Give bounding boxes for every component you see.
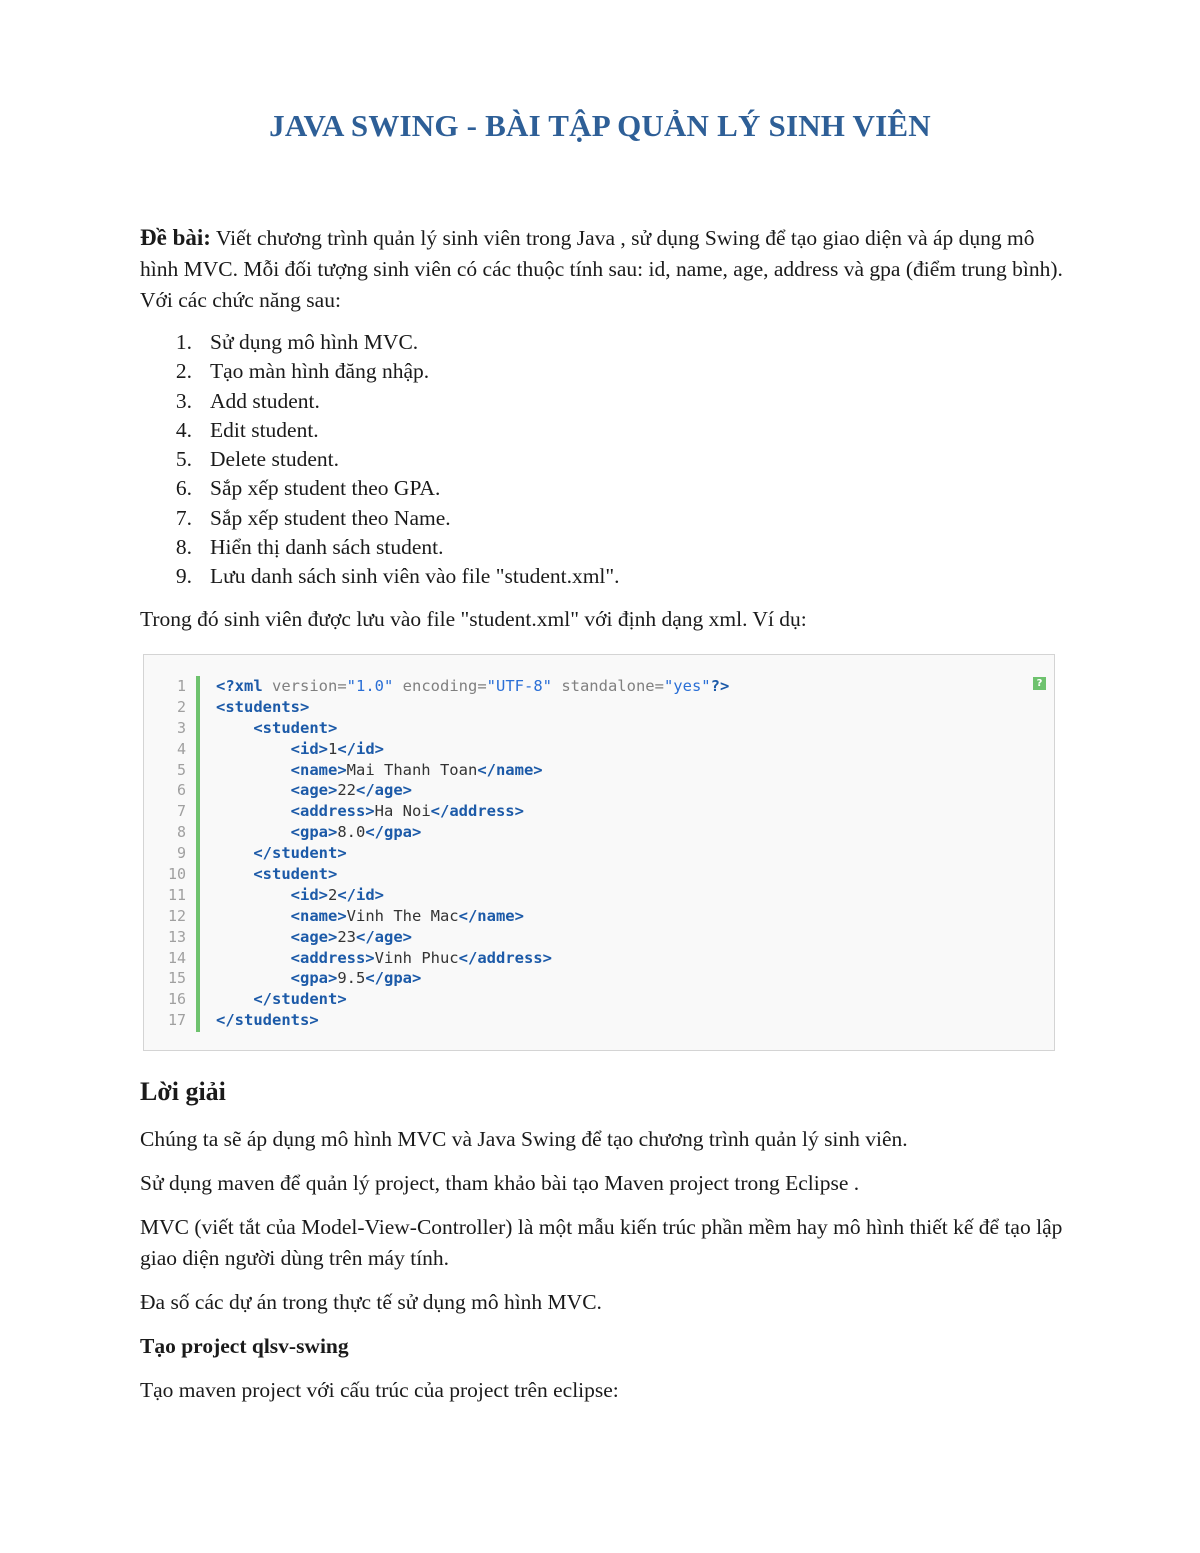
list-item: [140, 562, 1065, 591]
code-token: <student>: [253, 865, 338, 884]
line-number: 6: [176, 781, 186, 800]
code-line: [216, 864, 729, 885]
code-token: </address>: [430, 802, 524, 821]
create-project-heading: Tạo project qlsv-swing: [140, 1334, 349, 1358]
line-number: 5: [176, 760, 186, 779]
problem-label: Đề bài:: [140, 225, 211, 250]
code-token: [216, 969, 291, 987]
list-item-number: 6.: [175, 476, 192, 501]
code-token: <address>: [290, 802, 375, 821]
code-token: <?xml: [216, 677, 272, 695]
code-line: [216, 822, 729, 843]
solution-paragraph-1: Chúng ta sẽ áp dụng mô hình MVC và Java Swing để tạo chương trình quản lý sinh viên.: [140, 1127, 908, 1151]
code-line: [216, 718, 729, 739]
solution-paragraph-3: MVC (viết tắt của Model-View-Controller) là một mẫu kiến trúc phần mềm hay mô hình thiết kế để tạo lập giao diện người dùng trên máy tính.: [140, 1215, 1063, 1270]
code-token: <id>: [290, 739, 328, 758]
code-line: [216, 780, 729, 801]
code-line: [216, 676, 729, 697]
list-item: [140, 533, 1065, 562]
code-token: [216, 740, 291, 758]
line-number: 16: [167, 990, 186, 1009]
code-line: [216, 801, 729, 822]
list-item: [140, 416, 1065, 445]
list-item-text: Delete student.: [210, 447, 339, 472]
code-token: [216, 865, 253, 883]
code-line: [216, 927, 729, 948]
code-token: <address>: [290, 948, 375, 967]
list-item-text: Sử dụng mô hình MVC.: [210, 330, 419, 354]
list-item-text: Edit student.: [210, 417, 319, 442]
list-item-number: 9.: [175, 564, 192, 589]
code-token: <students>: [216, 697, 310, 716]
code-lines: [216, 676, 729, 1031]
problem-text: Viết chương trình quản lý sinh viên trong Java , sử dụng Swing để tạo giao diện và áp dụng mô hình MVC. Mỗi đối tượng sinh viên có các thuộc tính sau: id, name, age, address và gpa (điểm trung bình). Với các chức năng sau:: [140, 226, 1063, 312]
code-token: ?>: [710, 677, 730, 695]
line-number: 12: [167, 906, 186, 925]
list-item-number: 2.: [175, 359, 192, 384]
code-token: [216, 907, 291, 925]
list-item-text: Tạo màn hình đăng nhập.: [210, 359, 430, 384]
code-token: </id>: [337, 739, 384, 758]
code-token: version=: [272, 677, 347, 695]
code-token: <student>: [253, 718, 338, 737]
code-token: <id>: [290, 885, 328, 904]
list-item: [140, 474, 1065, 503]
code-token: Mai Thanh Toan: [346, 760, 478, 779]
code-token: Vinh The Mac: [346, 906, 459, 925]
line-number: 1: [176, 677, 186, 695]
code-token: </age>: [356, 781, 412, 800]
code-line: [216, 760, 729, 781]
code-line: [216, 739, 729, 760]
line-number: 17: [167, 1011, 186, 1030]
copy-code-icon[interactable]: ?: [1033, 677, 1046, 690]
line-number: 7: [176, 802, 186, 821]
code-token: </name>: [477, 760, 543, 779]
code-token: Ha Noi: [374, 802, 431, 821]
code-line: [216, 948, 729, 969]
code-token: [216, 886, 291, 904]
code-line: [216, 885, 729, 906]
code-line: [216, 1010, 729, 1031]
code-token: [216, 990, 253, 1008]
solution-paragraph-2: Sử dụng maven để quản lý project, tham khảo bài tạo Maven project trong Eclipse .: [140, 1171, 860, 1195]
code-token: </name>: [458, 906, 524, 925]
list-item: [140, 328, 1065, 357]
code-token: </student>: [253, 990, 347, 1009]
list-item-text: Sắp xếp student theo GPA.: [210, 476, 441, 501]
code-token: <name>: [290, 760, 347, 779]
list-item: [140, 504, 1065, 533]
code-token: </age>: [356, 927, 412, 946]
code-line: [216, 843, 729, 864]
solution-paragraph-5: Tạo maven project với cấu trúc của project trên eclipse:: [140, 1378, 619, 1402]
code-token: </gpa>: [365, 969, 422, 988]
code-token: [216, 844, 253, 862]
line-number: 4: [176, 739, 186, 758]
example-intro: Trong đó sinh viên được lưu vào file "student.xml" với định dạng xml. Ví dụ:: [140, 606, 807, 631]
code-token: <gpa>: [290, 823, 338, 842]
code-token: [216, 949, 291, 967]
code-token: [216, 761, 291, 779]
code-token: [216, 719, 253, 737]
list-item-number: 1.: [175, 330, 192, 354]
code-token: <name>: [290, 906, 347, 925]
code-token: </students>: [216, 1011, 319, 1030]
code-block: [143, 654, 1055, 1051]
line-number: 10: [167, 865, 186, 884]
code-token: </student>: [253, 844, 347, 863]
list-item-number: 4.: [175, 417, 192, 442]
list-item: [140, 357, 1065, 386]
code-token: </address>: [458, 948, 552, 967]
list-item-number: 5.: [175, 447, 192, 472]
list-item-number: 7.: [175, 505, 192, 530]
code-line: [216, 906, 729, 927]
code-token: <gpa>: [290, 969, 338, 988]
code-token: standalone=: [551, 677, 664, 695]
code-token: 8.0: [337, 823, 366, 842]
line-number: 8: [176, 823, 186, 842]
list-item-text: Sắp xếp student theo Name.: [210, 505, 451, 530]
code-token: [216, 781, 291, 799]
solution-paragraph-4: Đa số các dự án trong thực tế sử dụng mô hình MVC.: [140, 1290, 602, 1314]
code-token: encoding=: [393, 677, 487, 695]
code-token: 22: [337, 781, 356, 800]
list-item: [140, 387, 1065, 416]
code-line: [216, 968, 729, 989]
problem-section: [140, 222, 1065, 635]
code-token: 23: [337, 927, 356, 946]
code-token: 2: [327, 885, 338, 904]
list-item-text: Lưu danh sách sinh viên vào file "student.xml".: [210, 564, 620, 589]
code-token: 9.5: [337, 969, 366, 988]
line-number: 14: [167, 948, 186, 967]
code-token: <age>: [290, 927, 338, 946]
code-token: </id>: [337, 885, 384, 904]
line-number: 3: [176, 718, 186, 737]
list-item: [140, 445, 1065, 474]
page-title: JAVA SWING - BÀI TẬP QUẢN LÝ SINH VIÊN: [269, 108, 931, 143]
solution-section: [140, 1072, 1065, 1406]
code-token: "1.0": [346, 677, 394, 695]
line-number: 9: [176, 844, 186, 863]
list-item-text: Add student.: [210, 388, 320, 413]
code-token: </gpa>: [365, 823, 422, 842]
code-token: [216, 928, 291, 946]
line-number: 15: [167, 969, 186, 988]
code-token: 1: [327, 739, 338, 758]
line-number-gutter: [144, 676, 200, 1032]
code-token: "UTF-8": [486, 677, 552, 695]
feature-list: [140, 328, 1065, 592]
code-token: [216, 823, 291, 841]
code-line: [216, 697, 729, 718]
line-number: 11: [167, 885, 186, 904]
code-token: Vinh Phuc: [374, 948, 459, 967]
solution-heading: Lời giải: [140, 1077, 226, 1106]
code-token: <age>: [290, 781, 338, 800]
list-item-text: Hiển thị danh sách student.: [210, 535, 444, 560]
list-item-number: 8.: [175, 535, 192, 560]
list-item-number: 3.: [175, 388, 192, 413]
code-token: "yes": [663, 677, 711, 695]
line-number: 2: [176, 697, 186, 716]
code-token: [216, 802, 291, 820]
problem-statement: [140, 222, 1065, 316]
line-number: 13: [167, 927, 186, 946]
code-line: [216, 989, 729, 1010]
